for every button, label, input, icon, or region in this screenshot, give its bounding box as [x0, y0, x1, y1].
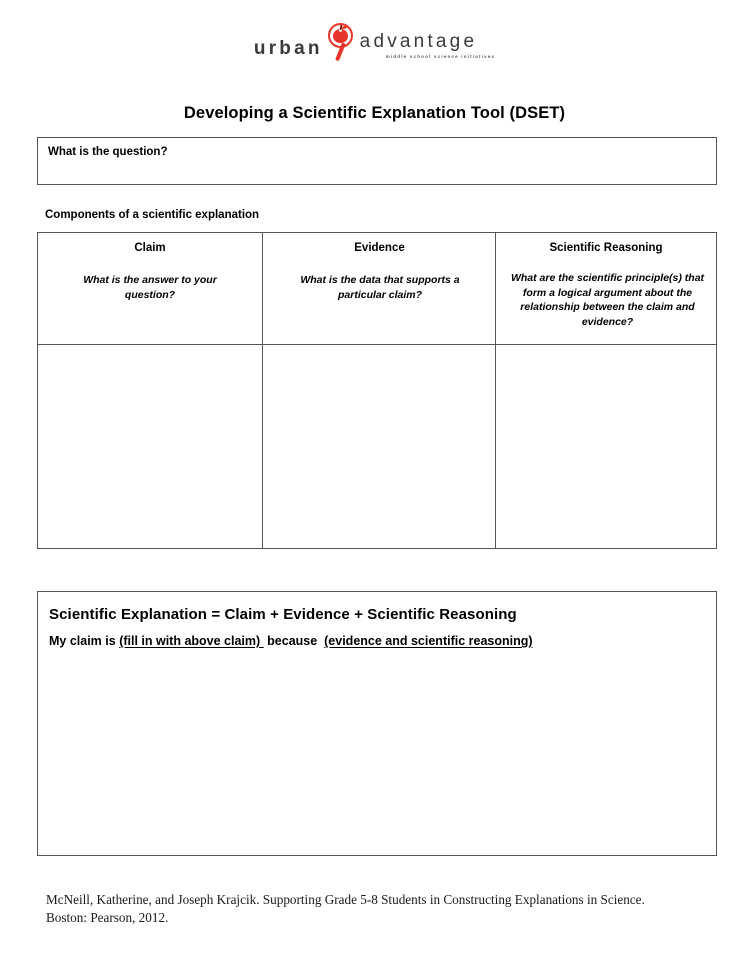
table-prompt-evidence: What is the data that supports a particular claim? [300, 274, 460, 301]
logo-word-advantage: advantage [359, 30, 478, 52]
sentence-blank-claim[interactable]: (fill in with above claim) [119, 634, 261, 648]
citation-text: McNeill, Katherine, and Joseph Krajcik. Supporting Grade 5-8 Students in Constructing Explanations in Science. Boston: Pearson, 2012. [46, 892, 645, 925]
table-prompt-scientific-reasoning: What are the scientific principle(s) that form a logical argument about the relationship between the claim and evidence? [510, 272, 705, 328]
logo-tagline: middle school science initiatives [385, 53, 496, 59]
apple-leaf-icon [342, 26, 347, 29]
apple-magnifier-icon [325, 22, 359, 66]
column-divider-2 [495, 233, 496, 548]
logo-inner [254, 22, 495, 68]
explanation-formula: Scientific Explanation = Claim + Evidence + Scientific Reasoning [49, 606, 517, 623]
sentence-blank-evidence[interactable]: (evidence and scientific reasoning) [324, 634, 533, 648]
column-divider-1 [262, 233, 263, 548]
header-row-divider [38, 344, 716, 345]
table-header-claim: Claim [134, 242, 166, 254]
table-header-evidence: Evidence [354, 242, 405, 254]
table-prompt-claim: What is the answer to your question? [83, 274, 217, 301]
explanation-sentence [49, 634, 533, 648]
question-label: What is the question? [48, 146, 168, 158]
urban-advantage-logo [0, 22, 749, 72]
page-title: Developing a Scientific Explanation Tool (DSET) [183, 104, 566, 122]
logo-right-group [360, 32, 495, 61]
question-box[interactable] [37, 137, 717, 185]
components-heading: Components of a scientific explanation [45, 209, 260, 221]
sentence-lead: My claim is [49, 634, 116, 648]
logo-word-urban: urban [253, 38, 323, 59]
components-table [37, 232, 717, 549]
explanation-box[interactable] [37, 591, 717, 856]
sentence-connector: because [267, 634, 318, 648]
table-header-scientific-reasoning: Scientific Reasoning [549, 242, 663, 254]
